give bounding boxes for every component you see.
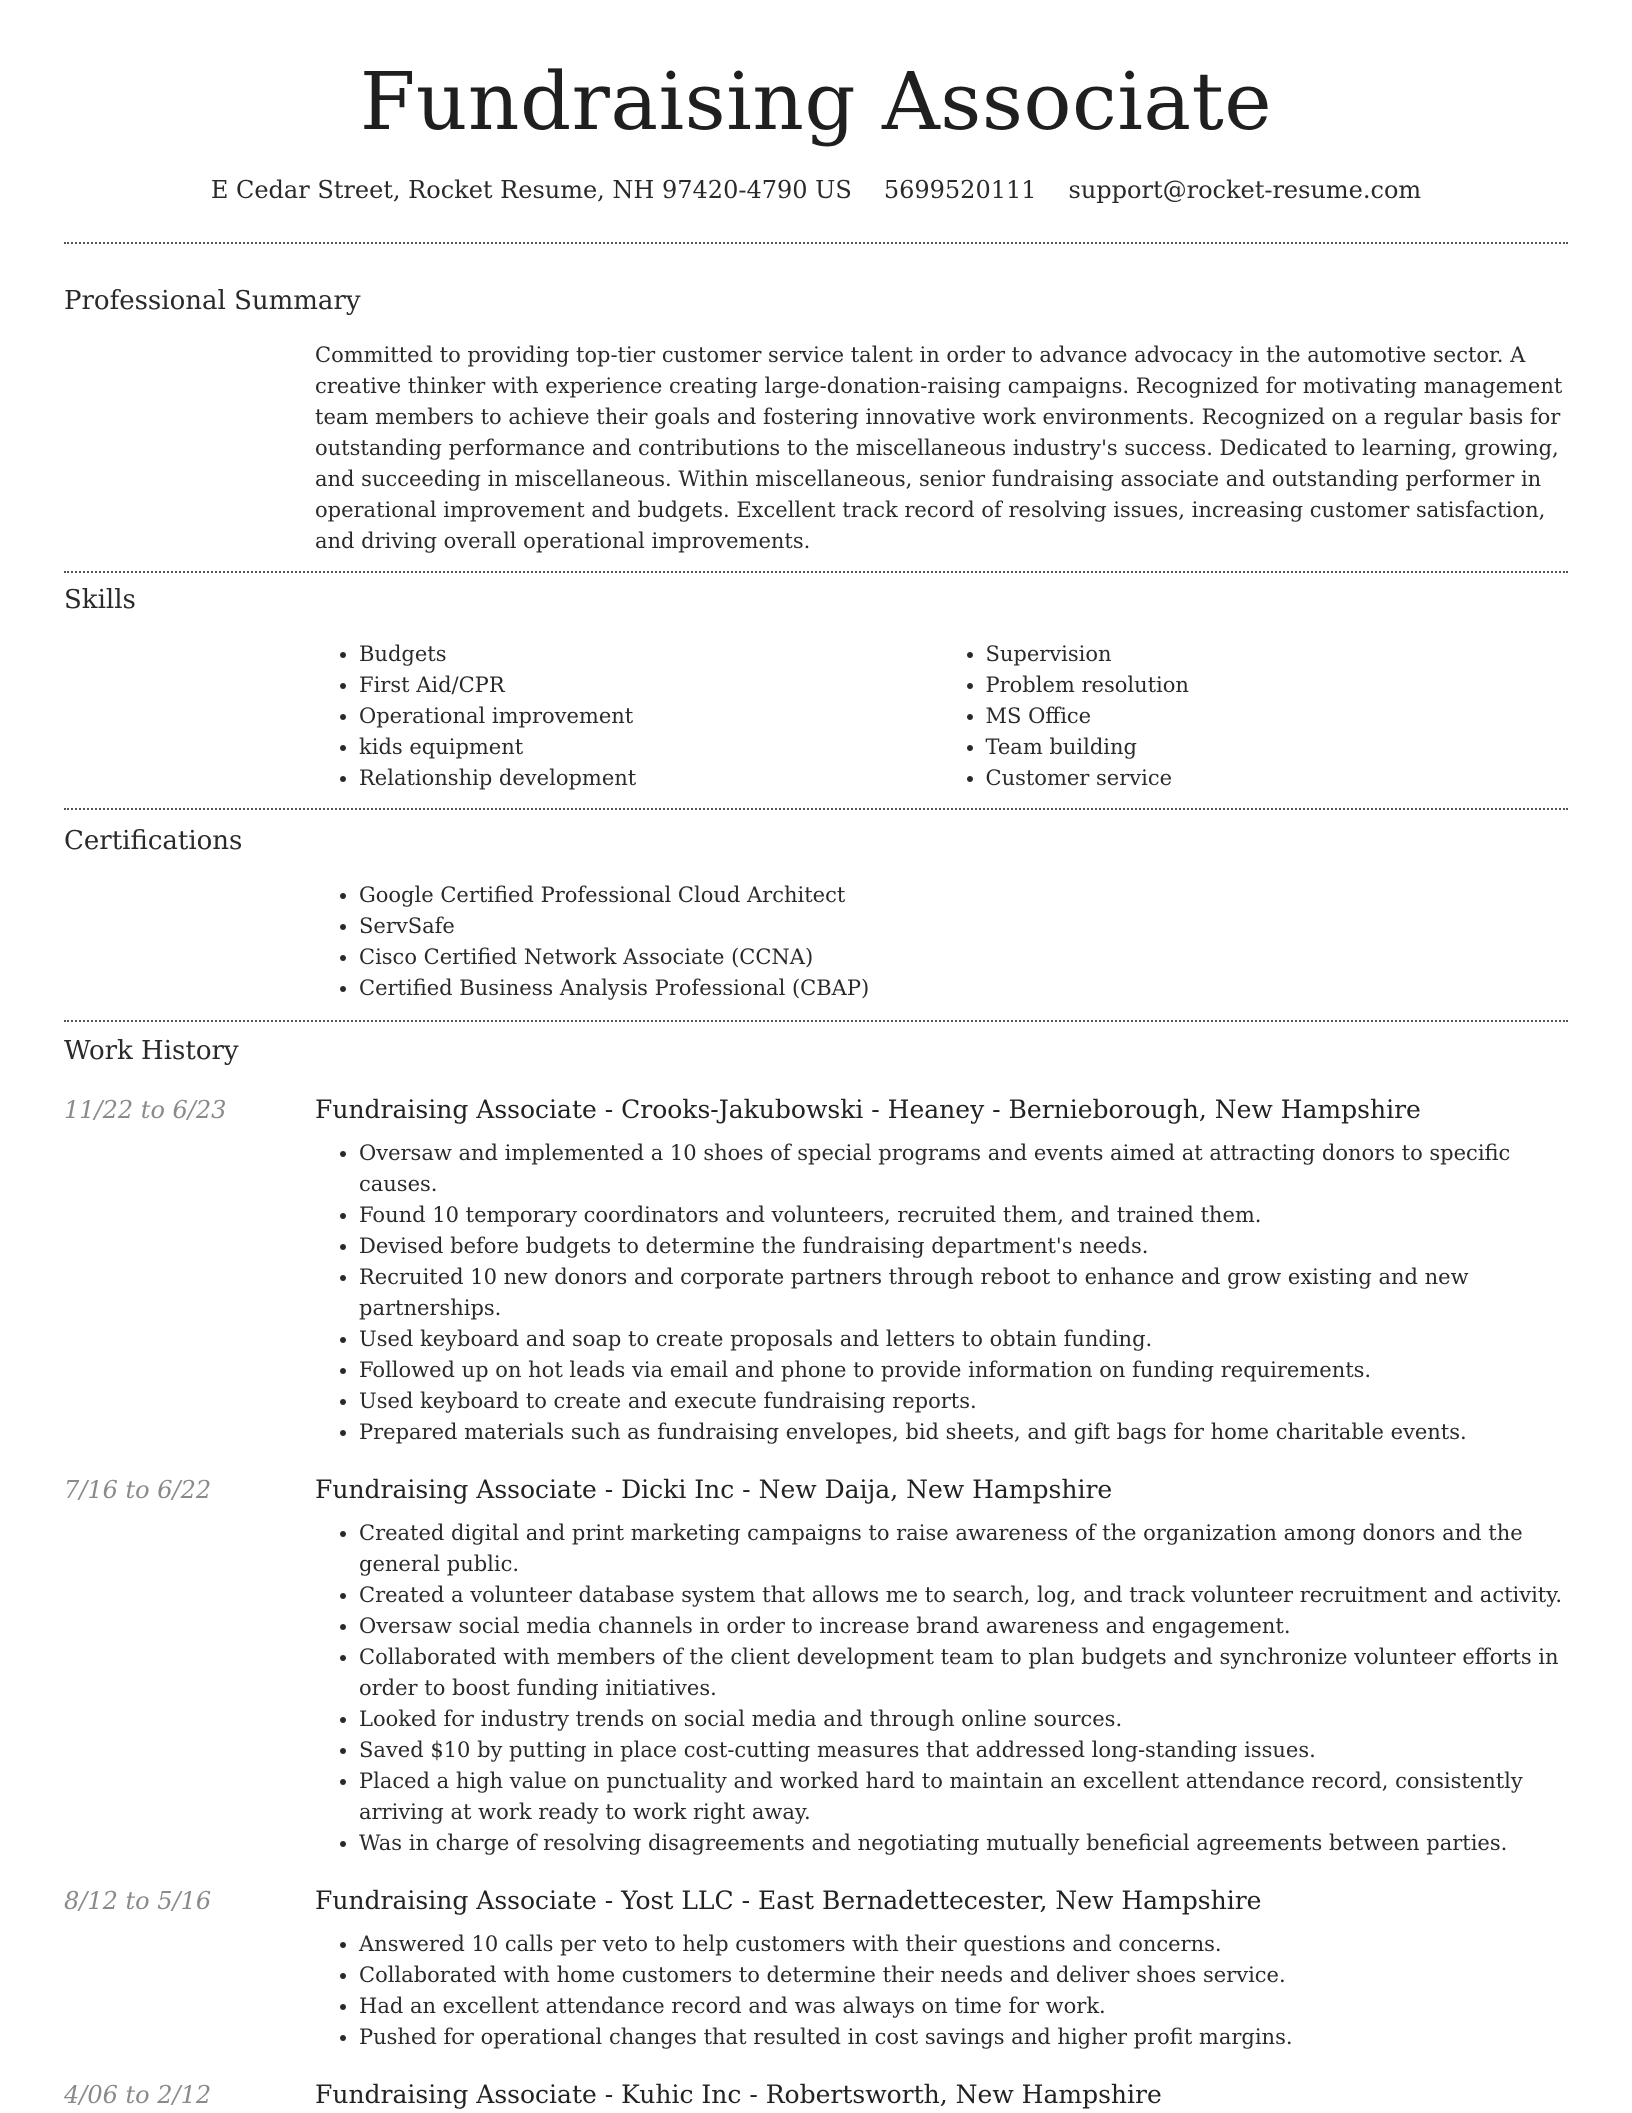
contact-address: E Cedar Street, Rocket Resume, NH 97420-4790 US [210, 176, 852, 204]
certifications-heading: Certifications [64, 826, 243, 856]
job-dates: 7/16 to 6/22 [64, 1476, 212, 1504]
job-bullet: • Created digital and print marketing campaigns to raise awareness of the organization among donors and the general public. [359, 1518, 1568, 1580]
job-bullet-list [315, 1138, 1568, 1448]
skill-item: • kids equipment [359, 732, 942, 763]
work-history-heading: Work History [64, 1036, 239, 1066]
job-title: Fundraising Associate - Kuhic Inc - Robertsworth, New Hampshire [315, 2080, 1162, 2109]
skill-item: • Team building [986, 732, 1569, 763]
job-bullet: • Recruited 10 new donors and corporate partners through reboot to enhance and grow existing and new partnerships. [359, 1262, 1568, 1324]
job-body [315, 1472, 1568, 1859]
job-bullet: • Prepared materials such as fundraising envelopes, bid sheets, and gift bags for home charitable events. [359, 1417, 1568, 1448]
job-entry [64, 1883, 1568, 2053]
summary-heading: Professional Summary [64, 286, 361, 316]
certification-item: • Google Certified Professional Cloud Architect [359, 880, 1568, 911]
work-history-list [64, 1092, 1568, 2113]
certifications-list [315, 880, 1568, 1004]
job-bullet-list [315, 1518, 1568, 1859]
job-bullet: • Created a volunteer database system that allows me to search, log, and track volunteer recruitment and activity. [359, 1580, 1568, 1611]
section-divider [64, 242, 1568, 244]
job-bullet: • Found 10 temporary coordinators and volunteers, recruited them, and trained them. [359, 1200, 1568, 1231]
job-body [315, 1883, 1568, 2053]
certification-item: • Certified Business Analysis Professional (CBAP) [359, 973, 1568, 1004]
skill-item: • Customer service [986, 763, 1569, 794]
job-bullet: • Oversaw social media channels in order to increase brand awareness and engagement. [359, 1611, 1568, 1642]
skills-heading: Skills [64, 585, 136, 615]
contact-email: support@rocket-resume.com [1068, 176, 1422, 204]
section-divider [64, 1020, 1568, 1022]
section-divider [64, 571, 1568, 573]
candidate-name: Fundraising Associate [359, 55, 1273, 148]
section-divider [64, 808, 1568, 810]
job-title: Fundraising Associate - Dicki Inc - New Daija, New Hampshire [315, 1475, 1113, 1504]
job-bullet: • Followed up on hot leads via email and phone to provide information on funding requirements. [359, 1355, 1568, 1386]
job-entry [64, 1092, 1568, 1448]
skill-item: • Supervision [986, 639, 1569, 670]
job-bullet: • Collaborated with members of the client development team to plan budgets and synchronize volunteer efforts in order to boost funding initiatives. [359, 1642, 1568, 1704]
job-bullet: • Saved $10 by putting in place cost-cutting measures that addressed long-standing issues. [359, 1735, 1568, 1766]
certification-item: • Cisco Certified Network Associate (CCNA) [359, 942, 1568, 973]
job-bullet: • Pushed for operational changes that resulted in cost savings and higher profit margins. [359, 2022, 1568, 2053]
job-body [315, 1092, 1568, 1448]
skill-item: • First Aid/CPR [359, 670, 942, 701]
job-bullet: • Looked for industry trends on social media and through online sources. [359, 1704, 1568, 1735]
job-bullet: • Was in charge of resolving disagreements and negotiating mutually beneficial agreements between parties. [359, 1828, 1568, 1859]
job-bullet-list [315, 1929, 1568, 2053]
skills-grid [315, 639, 1568, 794]
certification-item: • ServSafe [359, 911, 1568, 942]
job-bullet: • Used keyboard to create and execute fundraising reports. [359, 1386, 1568, 1417]
job-dates: 11/22 to 6/23 [64, 1096, 227, 1124]
job-entry [64, 1472, 1568, 1859]
job-title: Fundraising Associate - Yost LLC - East Bernadettecester, New Hampshire [315, 1886, 1262, 1915]
job-bullet: • Had an excellent attendance record and was always on time for work. [359, 1991, 1568, 2022]
contact-line [64, 176, 1568, 204]
job-bullet: • Placed a high value on punctuality and worked hard to maintain an excellent attendance record, consistently arriving at work ready to work right away. [359, 1766, 1568, 1828]
skill-item: • Operational improvement [359, 701, 942, 732]
job-body [315, 2077, 1568, 2113]
job-bullet: • Devised before budgets to determine the fundraising department's needs. [359, 1231, 1568, 1262]
job-dates: 8/12 to 5/16 [64, 1887, 212, 1915]
skill-item: • Relationship development [359, 763, 942, 794]
skills-column-left [315, 639, 942, 794]
job-title: Fundraising Associate - Crooks-Jakubowski - Heaney - Bernieborough, New Hampshire [315, 1095, 1421, 1124]
job-bullet: • Used keyboard and soap to create proposals and letters to obtain funding. [359, 1324, 1568, 1355]
job-bullet: • Oversaw and implemented a 10 shoes of special programs and events aimed at attracting donors to specific causes. [359, 1138, 1568, 1200]
skill-item: • Problem resolution [986, 670, 1569, 701]
job-entry [64, 2077, 1568, 2113]
contact-phone: 5699520111 [883, 176, 1037, 204]
skills-column-right [942, 639, 1569, 794]
job-bullet: • Collaborated with home customers to determine their needs and deliver shoes service. [359, 1960, 1568, 1991]
skill-item: • MS Office [986, 701, 1569, 732]
job-dates: 4/06 to 2/12 [64, 2081, 212, 2109]
skill-item: • Budgets [359, 639, 942, 670]
job-bullet: • Answered 10 calls per veto to help customers with their questions and concerns. [359, 1929, 1568, 1960]
summary-text: Committed to providing top-tier customer service talent in order to advance advocacy in the automotive sector. A creative thinker with experience creating large-donation-raising campaigns. Recognized for motivating management team members to achieve their goals and fostering innovative work environments. Recognized on a regular basis for outstanding performance and contributions to the miscellaneous industry's success. Dedicated to learning, growing, and succeeding in miscellaneous. Within miscellaneous, senior fundraising associate and outstanding performer in operational improvement and budgets. Excellent track record of resolving issues, increasing customer satisfaction, and driving overall operational improvements. [315, 343, 1563, 553]
